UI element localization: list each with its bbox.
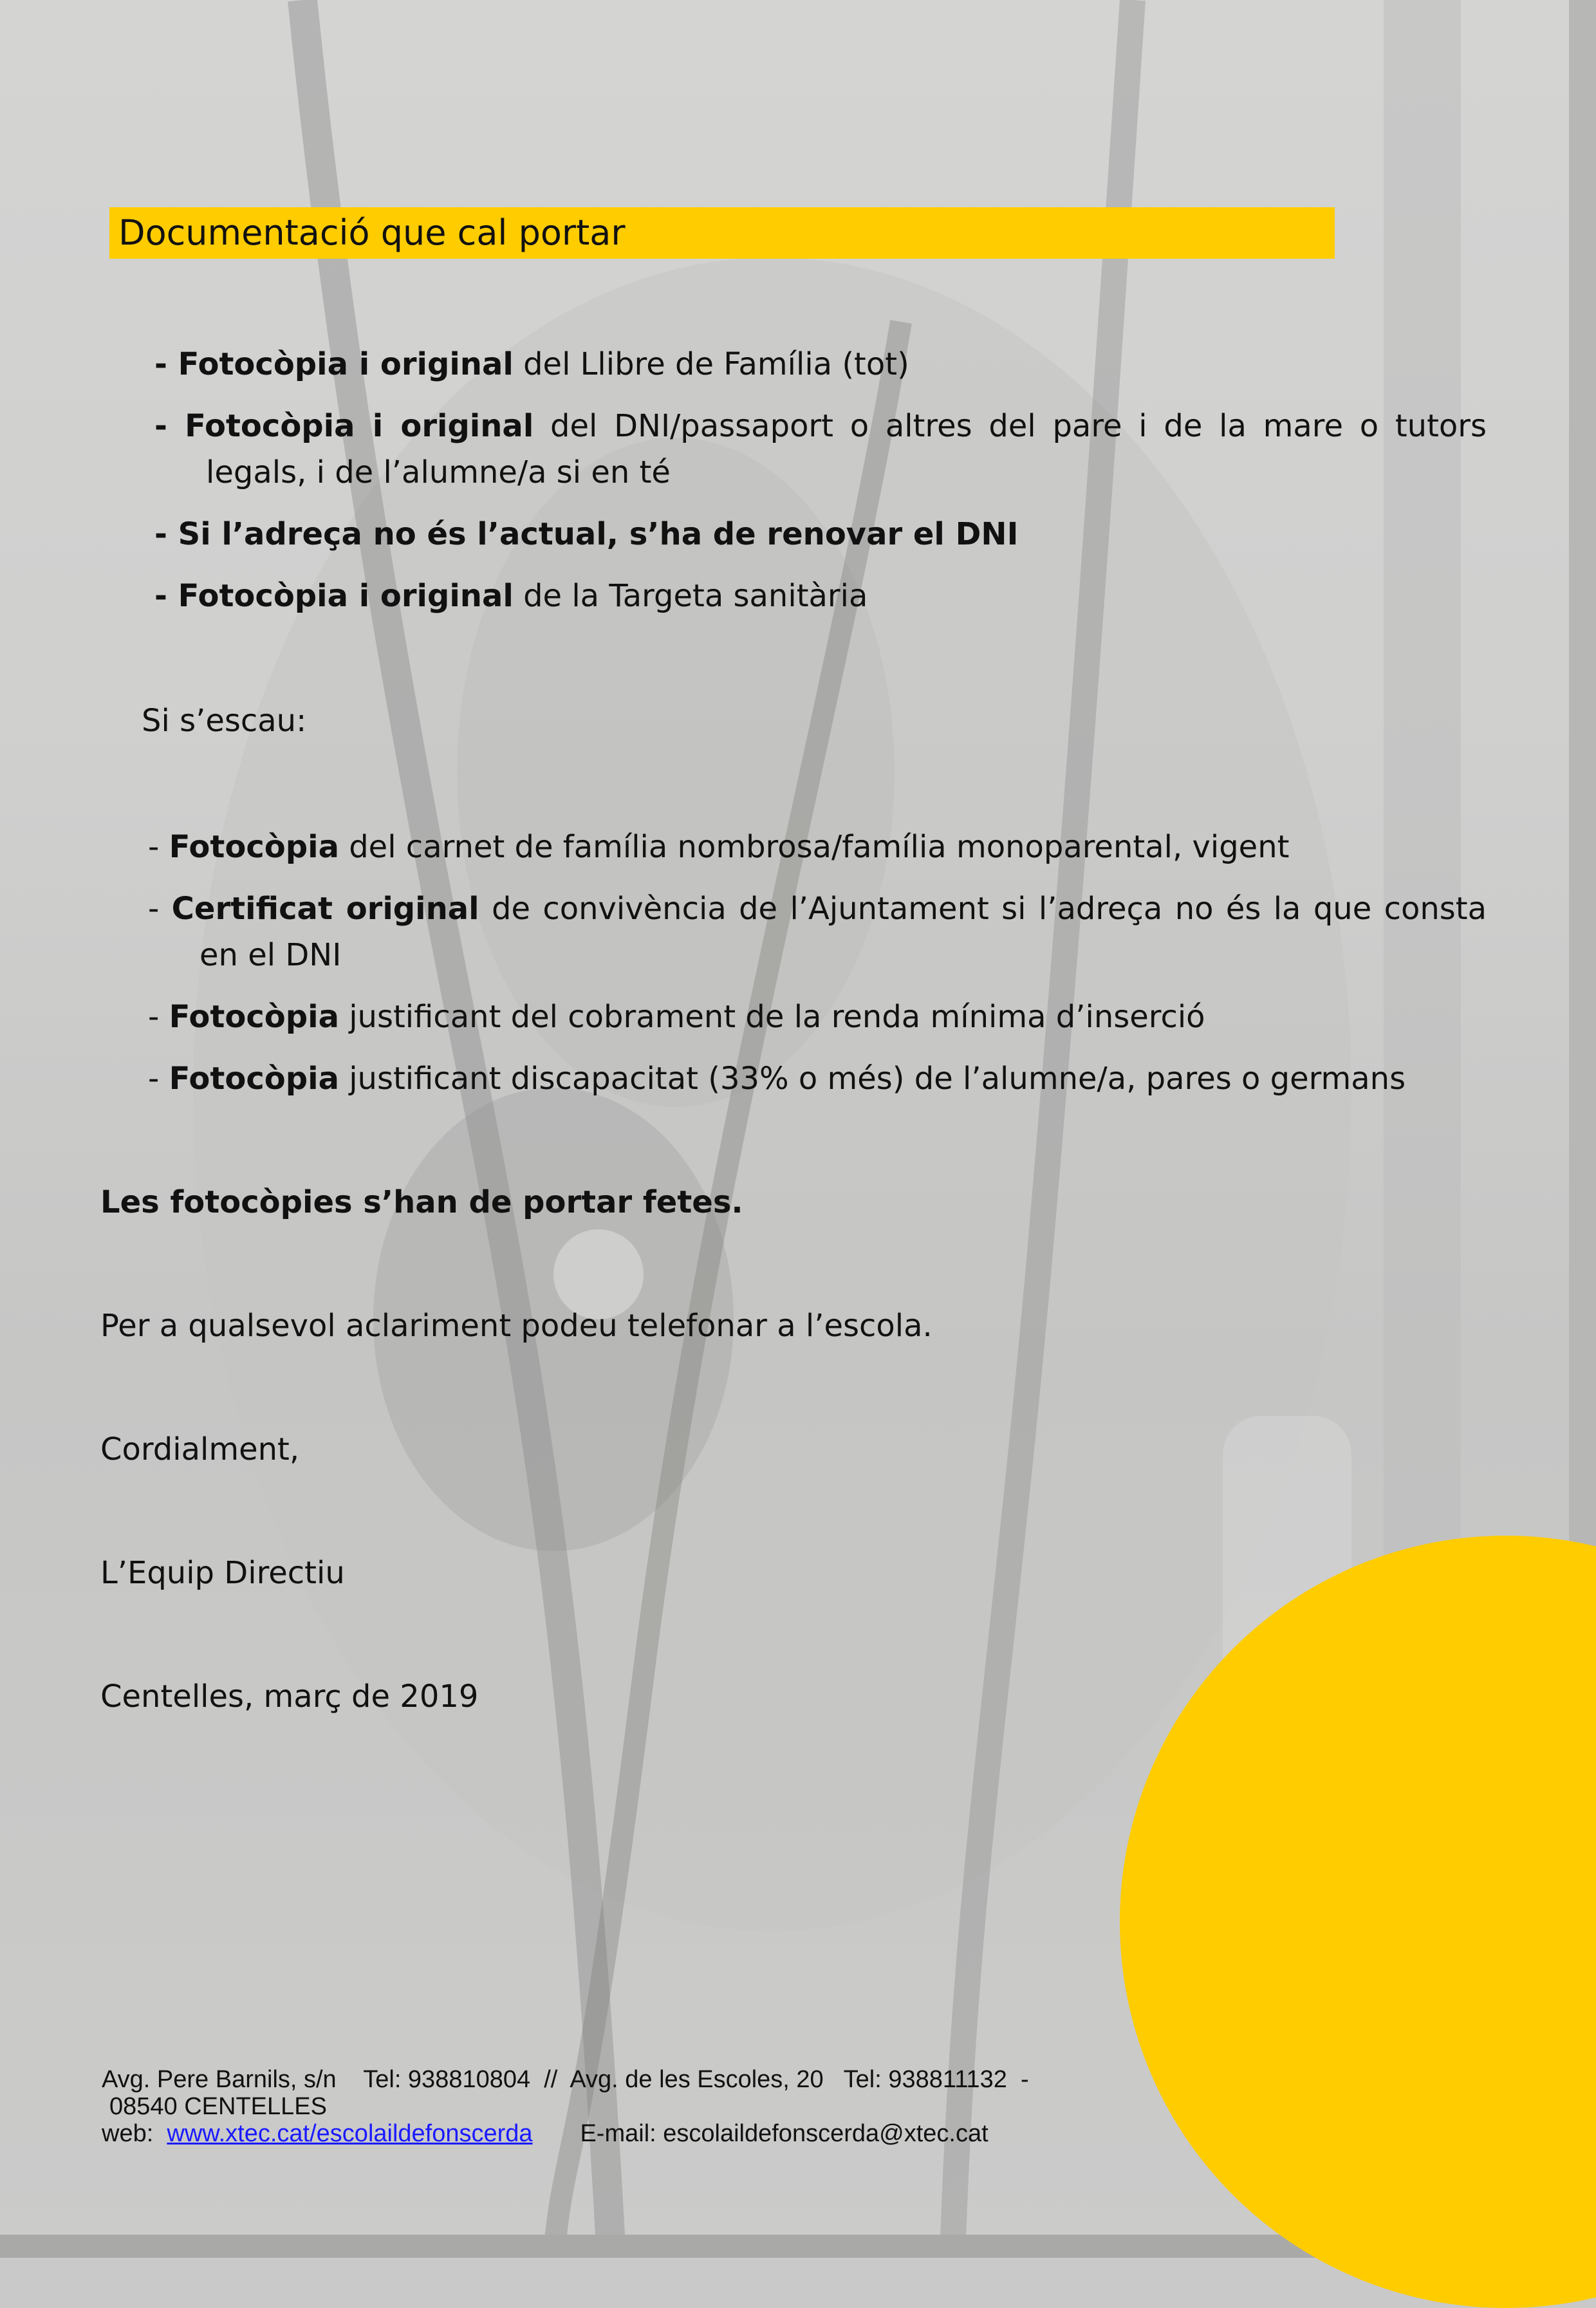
place-date: Centelles, març de 2019 [100,1679,479,1715]
item-bold-text: Certificat original [171,891,479,927]
item-text: del DNI/passaport o altres del pare i de la mare o tutors legals, i de l’alumne/a si en té [206,408,1487,490]
item-text: del carnet de família nombrosa/família monoparental, vigent [339,829,1290,865]
item-prefix: - [148,999,169,1035]
item-prefix: - [148,1061,169,1097]
signer: L’Equip Directiu [100,1555,345,1591]
optional-documents-list [148,824,1487,1117]
item-bold-text: Fotocòpia [169,829,339,865]
item-text: justificant discapacitat (33% o més) de l’alumne/a, pares o germans [339,1061,1406,1097]
page-title: Documentació que cal portar [118,212,626,253]
footer [102,2066,1131,2147]
item-text: de convivència de l’Ajuntament si l’adreça no és la que consta en el DNI [200,891,1487,973]
list-item [154,511,1487,557]
footer-address: Avg. Pere Barnils, s/n Tel: 938810804 // Avg. de les Escoles, 20 Tel: 938811132 - [102,2066,1029,2093]
list-item [148,886,1487,978]
list-item [154,341,1487,387]
list-item [154,403,1487,496]
item-prefix: - [148,891,172,927]
title-band [109,207,1335,259]
closing: Cordialment, [100,1431,300,1467]
item-prefix: - [148,829,169,865]
footer-city: 08540 CENTELLES [109,2093,327,2120]
photocopies-note: Les fotocòpies s’han de portar fetes. [100,1184,743,1220]
list-item [148,824,1487,870]
list-item [148,1056,1487,1102]
phone-note: Per a qualsevol aclariment podeu telefonar a l’escola. [100,1308,933,1344]
item-bold-text: Fotocòpia [169,999,339,1035]
website-link[interactable]: www.xtec.cat/escolaildefonscerda [167,2120,533,2147]
footer-contact [102,2120,1131,2147]
item-text: justificant del cobrament de la renda mínima d’inserció [339,999,1205,1035]
optional-heading: Si s’escau: [142,703,307,739]
web-label: web: [102,2120,167,2147]
item-bold-text: Fotocòpia [169,1061,339,1097]
item-bold-text: - Fotocòpia i original [154,346,514,382]
item-bold-text: - Fotocòpia i original [154,578,514,614]
item-text: de la Targeta sanitària [513,578,868,614]
required-documents-list [154,341,1487,635]
item-bold-text: - Si l’adreça no és l’actual, s’ha de renovar el DNI [154,516,1019,552]
list-item [154,573,1487,619]
email-text: E-mail: escolaildefonscerda@xtec.cat [532,2120,988,2147]
item-text: del Llibre de Família (tot) [513,346,909,382]
item-bold-text: - Fotocòpia i original [154,408,534,444]
list-item [148,994,1487,1040]
